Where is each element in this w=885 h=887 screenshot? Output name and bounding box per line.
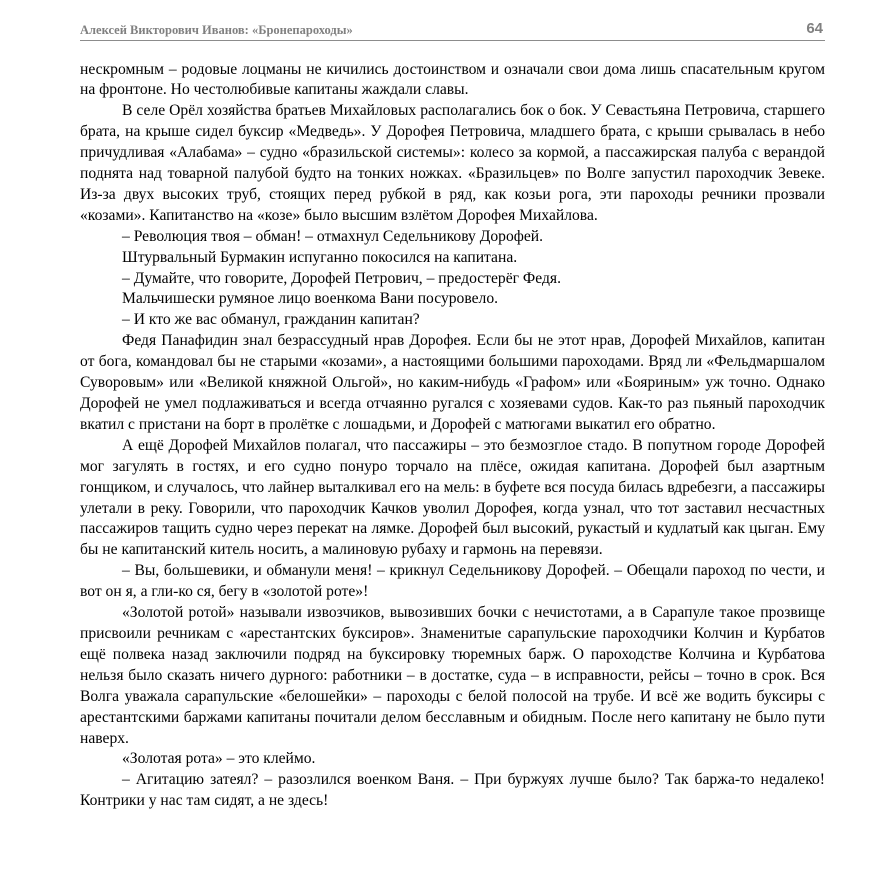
dialogue-line: – Агитацию затеял? – разозлился военком Ваня. – При буржуях лучше было? Так баржа-то недалеко! Контрики у нас там сидят, а не здесь! <box>80 771 825 810</box>
body-text <box>80 60 825 813</box>
paragraph: «Золотая рота» – это клеймо. <box>122 750 316 768</box>
paragraph: Мальчишески румяное лицо военкома Вани посуровело. <box>122 290 499 308</box>
dialogue-line: – Революция твоя – обман! – отмахнул Седельникову Дорофей. <box>122 227 544 245</box>
dialogue-line: – И кто же вас обманул, гражданин капитан? <box>122 311 420 329</box>
dialogue-line: – Думайте, что говорите, Дорофей Петрович, – предостерёг Федя. <box>122 269 561 287</box>
paragraph: «Золотой ротой» называли извозчиков, вывозивших бочки с нечистотами, а в Сарапуле такое прозвище присвоили речникам с «арестантских буксиров». Знаменитые сарапульские пароходчики Колчин и Курбатов ещё полвека назад заключили подряд на буксировку тюремных барж. О пароходстве Колчина и Курбатова нельзя было сказать ничего дурного: работники – в достатке, суда – в исправности, рейсы – точно в срок. Вся Волга уважала сарапульские «белошейки» – пароходы с белой полосой на трубе. И всё же водить буксиры с арестантскими баржами капитаны почитали делом бесславным и обидным. После него капитану не было пути наверх. <box>80 604 825 747</box>
page-header <box>80 20 825 41</box>
dialogue-line: – Вы, большевики, и обманули меня! – крикнул Седельникову Дорофей. – Обещали пароход по чести, и вот он я, а гли-ко ся, бегу в «золотой роте»! <box>80 562 825 601</box>
running-title: Алексей Викторович Иванов: «Бронепароходы» <box>80 23 353 37</box>
paragraph: А ещё Дорофей Михайлов полагал, что пассажиры – это безмозглое стадо. В попутном городе Дорофей мог загулять в гостях, и его судно понуро торчало на плёсе, ожидая капитана. Дорофей был азартным гонщиком, и случалось, что лайнер выталкивал его на мель: в буфете вся посуда билась вдребезги, а пассажиры улетали в реку. Говорили, что пароходчик Качков уволил Дорофея, когда узнал, что тот заставил несчастных пассажиров тащить судно через перекат на лямке. Дорофей был высокий, рукастый и кудлатый как цыган. Ему бы не капитанский китель носить, а малиновую рубаху и гармонь на перевязи. <box>80 436 825 559</box>
paragraph: Штурвальный Бурмакин испуганно покосился на капитана. <box>122 248 518 266</box>
page-number: 64 <box>806 20 823 37</box>
paragraph: нескромным – родовые лоцманы не кичились достоинством и означали свои дома лишь спасательным кругом на фронтоне. Но честолюбивые капитаны жаждали славы. <box>80 60 825 99</box>
paragraph: В селе Орёл хозяйства братьев Михайловых располагались бок о бок. У Севастьяна Петровича, старшего брата, на крыше сидел буксир «Медведь». У Дорофея Петровича, младшего брата, с крыши срывалась в небо причудливая «Алабама» – судно «бразильской системы»: колесо за кормой, а пассажирская палуба с верандой поднята над товарной палубой будто на тонких ножках. «Бразильцев» по Волге запустил пароходчик Зевеке. Из-за двух высоких труб, стоящих перед рубкой в ряд, как козьи рога, эти пароходы речники прозвали «козами». Капитанство на «козе» было высшим взлётом Дорофея Михайлова. <box>80 102 825 224</box>
paragraph: Федя Панафидин знал безрассудный нрав Дорофея. Если бы не этот нрав, Дорофей Михайлов, капитан от бога, командовал бы не старыми «козами», а настоящими большими пароходами. Вряд ли «Фельдмаршалом Суворовым» или «Великой княжной Ольгой», но каким-нибудь «Графом» или «Бояриным» уж точно. Однако Дорофей не умел подлаживаться и всегда отчаянно ругался с хозяевами судов. Как-то раз пьяный пароходчик вкатил с пристани на борт в пролётке с лошадьми, и Дорофей с матюгами выкатил его обратно. <box>80 332 825 433</box>
